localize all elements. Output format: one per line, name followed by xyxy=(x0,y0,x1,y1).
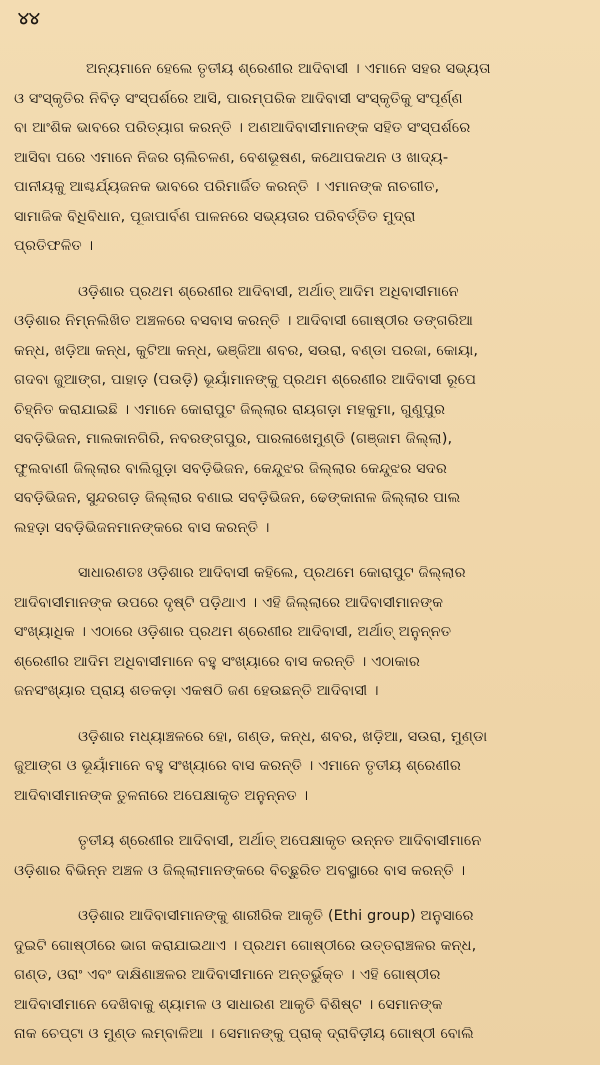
text-line: ଆଦିବାସୀମାନଙ୍କ ଉପରେ ଦୃଷ୍ଟି ପଡ଼ିଥାଏ । ଏହି ଜିଲ୍ଲାରେ ଆଦିବାସୀମାନଙ୍କ xyxy=(14,593,444,611)
text-line: ତୃତୀୟ ଶ୍ରେଣୀର ଆଦିବାସୀ, ଅର୍ଥାତ୍ ଅପେକ୍ଷାକୃତ ଉନ୍ନତ ଆଦିବାସୀମାନେ xyxy=(78,832,482,849)
text-line: ଓ ସଂସ୍କୃତିର ନିବିଡ଼ ସଂସ୍ପର୍ଶରେ ଆସି, ପାରମ୍ପରିକ ଆଦିବାସୀ ସଂସ୍କୃତିକୁ ସଂପୂର୍ଣ୍ଣ xyxy=(14,89,463,107)
text-line: ଅନ୍ୟମାନେ ହେଲେ ତୃତୀୟ ଶ୍ରେଣୀର ଆଦିବାସୀ । ଏମାନେ ସହର ସଭ୍ୟତା xyxy=(86,60,491,77)
text-line: ଆଦିବାସୀମାନେ ଦେଖିବାକୁ ଶ୍ୟାମଳ ଓ ସାଧାରଣ ଆକୃତି ବିଶିଷ୍ଟ । ସେମାନଙ୍କ xyxy=(14,995,443,1013)
text-line: ଓଡ଼ିଶାର ପ୍ରଥମ ଶ୍ରେଣୀର ଆଦିବାସୀ, ଅର୍ଥାତ୍ ଆଦିମ ଅଧିବାସୀମାନେ xyxy=(78,282,459,300)
text-line: ନାକ ଚେପ୍ଟା ଓ ମୁଣ୍ଡ ଲମ୍ବାଳିଆ । ସେମାନଙ୍କୁ ପ୍ରାକ୍ ଦ୍ରାବିଡ଼ୀୟ ଗୋଷ୍ଠୀ ବୋଲି xyxy=(14,1025,474,1042)
text-line: ଫୁଲବାଣୀ ଜିଲ୍ଲାର ବାଲିଗୁଡ଼ା ସବଡ଼ିଭିଜନ, କେନ୍ଦୁଝର ଜିଲ୍ଲାର କେନ୍ଦୁଝର ସଦର xyxy=(14,459,448,477)
text-line: ଆଦିବାସୀମାନଙ୍କ ତୁଳନାରେ ଅପେକ୍ଷାକୃତ ଅନୁନ୍ନତ । xyxy=(14,786,309,804)
text-line: ଗଦବା ଜୁଆଙ୍ଗ, ପାହାଡ଼ (ପଉଡ଼ି) ଭୂୟାଁମାନଙ୍କୁ ପ୍ରଥମ ଶ୍ରେଣୀର ଆଦିବାସୀ ରୂପେ xyxy=(14,371,477,388)
text-line: ଦୁଇଟି ଗୋଷ୍ଠୀରେ ଭାଗ କରାଯାଇଥାଏ । ପ୍ରଥମ ଗୋଷ୍ଠୀରେ ଉତ୍ତରାଞ୍ଚଳର କନ୍ଧ, xyxy=(14,936,477,954)
paragraph xyxy=(14,558,582,706)
text-line: ସାଧାରଣତଃ ଓଡ଼ିଶାର ଆଦିବାସୀ କହିଲେ, ପ୍ରଥମେ କୋରାପୁଟ ଜିଲ୍ଲାର xyxy=(78,564,466,581)
text-line: ସବଡ଼ିଭିଜନ, ମାଲକାନଗିରି, ନବରଙ୍ଗପୁର, ପାରଳାଖେମୁଣ୍ଡି (ଗଞ୍ଜାମ ଜିଲ୍ଲା), xyxy=(14,430,453,447)
text-line: ଲହଡ଼ା ସବଡ଼ିଭିଜନମାନଙ୍କରେ ବାସ କରନ୍ତି । xyxy=(14,518,270,536)
text-line: ଓଡ଼ିଶାର ଆଦିବାସୀମାନଙ୍କୁ ଶାରୀରିକ ଆକୃତି (Ethi group) ଅନୁସାରେ xyxy=(78,907,474,924)
text-line: ଚିହ୍ନିତ କରାଯାଇଛି । ଏମାନେ କୋରାପୁଟ ଜିଲ୍ଲାର ରାୟଗଡ଼ା ମହକୁମା, ଗୁଣୁପୁର xyxy=(14,400,446,418)
paragraph xyxy=(14,826,582,885)
text-line: ସାମାଜିକ ବିଧିବିଧାନ, ପୂଜାପାର୍ବଣ ପାଳନରେ ସଭ୍ୟତାର ପରିବର୍ତ୍ତିତ ମୁଦ୍ରା xyxy=(14,207,416,225)
body-text xyxy=(14,54,582,1049)
paragraph xyxy=(14,722,582,811)
text-line: ସବଡ଼ିଭିଜନ, ସୁନ୍ଦରଗଡ଼ ଜିଲ୍ଲାର ବଣାଇ ସବଡ଼ିଭିଜନ, ଢେଙ୍କାନାଳ ଜିଲ୍ଲାର ପାଲ xyxy=(14,489,461,506)
text-line: ଶ୍ରେଣୀର ଆଦିମ ଅଧିବାସୀମାନେ ବହୁ ସଂଖ୍ୟାରେ ବାସ କରନ୍ତି । ଏଠାକାର xyxy=(14,652,421,670)
text-line: ଆସିବା ପରେ ଏମାନେ ନିଜର ଚାଲିଚଳଣ, ବେଶଭୂଷଣ, କଥୋପକଥନ ଓ ଖାଦ୍ୟ- xyxy=(14,148,449,166)
text-line: ଜନସଂଖ୍ୟାର ପ୍ରାୟ ଶତକଡ଼ା ଏକଷଠି ଜଣ ହେଉଛନ୍ତି ଆଦିବାସୀ । xyxy=(14,682,379,699)
page-number: ୪୪ xyxy=(18,9,40,29)
text-line: କନ୍ଧ, ଖଡ଼ିଆ କନ୍ଧ, କୁଟିଆ କନ୍ଧ, ଭଞ୍ଜିଆ ଶବର, ସଉରା, ବଣ୍ଡା ପରଜା, କୋୟା, xyxy=(14,341,479,359)
text-line: ଜୁଆଙ୍ଗ ଓ ଭୂୟାଁମାନେ ବହୁ ସଂଖ୍ୟାରେ ବାସ କରନ୍ତି । ଏମାନେ ତୃତୀୟ ଶ୍ରେଣୀର xyxy=(14,757,462,774)
text-line: ପାନୀୟକୁ ଆଶ୍ଚର୍ଯ୍ୟଜନକ ଭାବରେ ପରିମାର୍ଜିତ କରନ୍ତି । ଏମାନଙ୍କ ନାଚଗୀତ, xyxy=(14,178,440,195)
paragraph xyxy=(14,901,582,1049)
text-line: ସଂଖ୍ୟାଧିକ । ଏଠାରେ ଓଡ଼ିଶାର ପ୍ରଥମ ଶ୍ରେଣୀର ଆଦିବାସୀ, ଅର୍ଥାତ୍ ଅନୁନ୍ନତ xyxy=(14,623,452,640)
text-line: ଗଣ୍ଡ, ଓରାଂ ଏବଂ ଦାକ୍ଷିଣାଞ୍ଚଳର ଆଦିବାସୀମାନେ ଅନ୍ତର୍ଭୁକ୍ତ । ଏହି ଗୋଷ୍ଠୀର xyxy=(14,966,441,983)
text-line: ପ୍ରତିଫଳିତ । xyxy=(14,237,94,254)
paragraph xyxy=(14,54,582,261)
text-line: ଓଡ଼ିଶାର ମଧ୍ୟାଞ୍ଚଳରେ ହୋ, ଗଣ୍ଡ, କନ୍ଧ, ଶବର, ଖଡ଼ିଆ, ସଉରା, ମୁଣ୍ଡା xyxy=(78,727,488,745)
paragraph xyxy=(14,277,582,543)
text-line: ଓଡ଼ିଶାର ନିମ୍ନଲିଖିତ ଅଞ୍ଚଳରେ ବସବାସ କରନ୍ତି । ଆଦିବାସୀ ଗୋଷ୍ଠୀର ଡଙ୍ଗରିଆ xyxy=(14,312,474,329)
text-line: ଓଡ଼ିଶାର ବିଭିନ୍ନ ଅଞ୍ଚଳ ଓ ଜିଲ୍ଲାମାନଙ୍କରେ ବିଚ୍ଛୁରିତ ଅବସ୍ଥାରେ ବାସ କରନ୍ତି । xyxy=(14,861,466,879)
text-line: ବା ଆଂଶିକ ଭାବରେ ପରିତ୍ୟାଗ କରନ୍ତି । ଅଣଆଦିବାସୀମାନଙ୍କ ସହିତ ସଂସ୍ପର୍ଶରେ xyxy=(14,119,471,136)
